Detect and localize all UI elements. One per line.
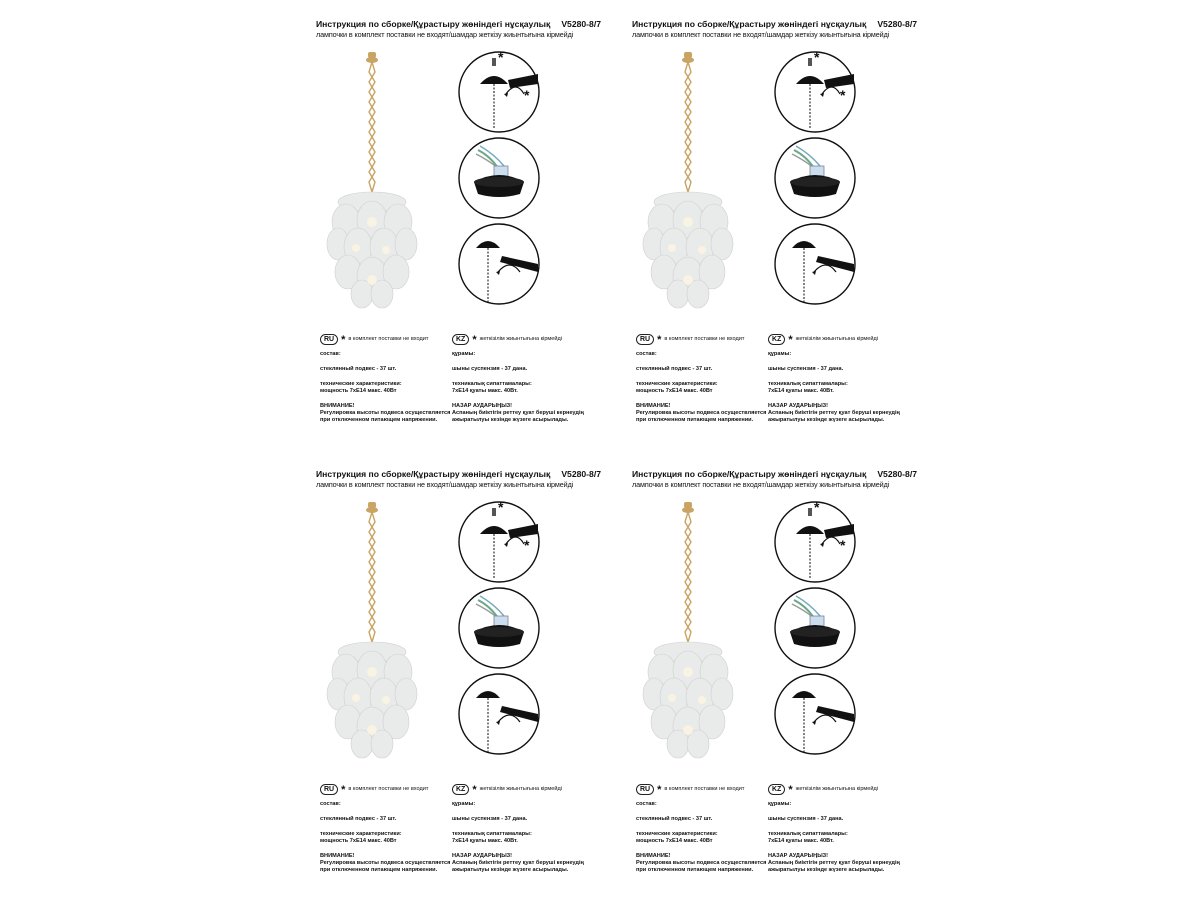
ru-badge: RU	[320, 334, 338, 345]
chandelier-illustration	[326, 52, 418, 312]
step-3-height-adjust	[459, 224, 539, 304]
step-marker: *	[524, 87, 530, 103]
ru-specs-label: технические характеристики:	[636, 380, 718, 387]
instruction-sheet	[298, 462, 601, 892]
kz-composition-label: құрамы:	[452, 801, 476, 807]
sheet-header	[632, 19, 917, 39]
kz-composition-value: шыны суспензия - 37 дана.	[452, 365, 528, 372]
step-marker: *	[814, 50, 820, 65]
step-marker: *	[498, 50, 504, 65]
step-1-ceiling-mount	[775, 500, 855, 582]
sheet-header	[632, 469, 917, 489]
kz-warning-line2: ажыратылуы кезінде жүзеге асырылады.	[452, 416, 569, 423]
kz-specs-value: 7хE14 қуаты макс. 40Вт.	[452, 387, 518, 394]
asterisk-icon: *	[788, 333, 793, 346]
step-marker: *	[840, 87, 846, 103]
kz-composition-label: құрамы:	[768, 351, 792, 357]
sheet-title-row	[316, 469, 601, 479]
ru-specs-value: мощность 7хE14 макс. 40Вт	[320, 387, 397, 394]
kz-warning-line1: Аспаның биіктігін реттеу қуат беруші кернеудің	[452, 859, 584, 866]
legend-ru-header	[636, 784, 776, 795]
kz-warning-line2: ажыратылуы кезінде жүзеге асырылады.	[768, 866, 885, 873]
model-number: V5280-8/7	[877, 469, 917, 479]
kz-badge: KZ	[768, 334, 785, 345]
ru-composition-value: стеклянный подвес - 37 шт.	[320, 815, 397, 822]
legend-ru-header	[636, 334, 776, 345]
ru-star-note: в комплект поставки не входит	[664, 336, 745, 342]
ru-badge: RU	[636, 784, 654, 795]
assembly-steps	[774, 500, 856, 760]
kz-star-note: жеткізілім жиынтығына кірмейді	[795, 786, 879, 792]
ru-star-note: в комплект поставки не входит	[348, 786, 429, 792]
step-2-wiring	[775, 138, 855, 218]
ru-warning-line1: Регулировка высоты подвеса осуществляется	[636, 409, 767, 416]
asterisk-icon: *	[472, 783, 477, 796]
kz-warning-label: НАЗАР АУДАРЫҢЫЗ!	[768, 402, 829, 409]
kz-star-note: жеткізілім жиынтығына кірмейді	[795, 336, 879, 342]
kz-badge: KZ	[768, 784, 785, 795]
step-2-wiring	[459, 588, 539, 668]
kz-specs-value: 7хE14 қуаты макс. 40Вт.	[768, 387, 834, 394]
kz-specs-value: 7хE14 қуаты макс. 40Вт.	[452, 837, 518, 844]
ru-warning-label: ВНИМАНИЕ!	[320, 402, 355, 409]
asterisk-icon: *	[657, 783, 662, 796]
ru-specs-value: мощность 7хE14 макс. 40Вт	[320, 837, 397, 844]
legend-kz	[452, 334, 612, 424]
kz-star-note: жеткізілім жиынтығына кірмейді	[479, 336, 563, 342]
ru-composition-label: состав:	[636, 351, 657, 357]
ru-star-note: в комплект поставки не входит	[664, 786, 745, 792]
sheet-title: Инструкция по сборке/Құрастыру жөніндегі нұсқаулық	[632, 19, 867, 29]
legend-ru-header	[320, 334, 460, 345]
sheet-subtitle: лампочки в комплект поставки не входят/шамдар жеткізу жиынтығына кірмейді	[632, 480, 890, 489]
ru-star-note: в комплект поставки не входит	[348, 336, 429, 342]
kz-specs-label: техникалық сипаттамалары:	[768, 830, 848, 837]
kz-specs-value: 7хE14 қуаты макс. 40Вт.	[768, 837, 834, 844]
model-number: V5280-8/7	[561, 469, 601, 479]
kz-specs-label: техникалық сипаттамалары:	[452, 830, 532, 837]
legend-kz-header	[768, 784, 928, 795]
asterisk-icon: *	[657, 333, 662, 346]
instruction-sheet	[298, 12, 601, 442]
legend-kz	[452, 784, 612, 874]
step-2-wiring	[459, 138, 539, 218]
kz-badge: KZ	[452, 784, 469, 795]
step-1-ceiling-mount	[459, 50, 539, 132]
kz-warning-line1: Аспаның биіктігін реттеу қуат беруші кернеудің	[768, 859, 900, 866]
ru-specs-label: технические характеристики:	[320, 380, 402, 387]
sheet-title-row	[632, 469, 917, 479]
ru-composition-value: стеклянный подвес - 37 шт.	[320, 365, 397, 372]
step-marker: *	[814, 500, 820, 515]
ru-warning-line1: Регулировка высоты подвеса осуществляется	[320, 859, 451, 866]
ru-warning-label: ВНИМАНИЕ!	[636, 402, 671, 409]
step-marker: *	[524, 537, 530, 553]
step-3-height-adjust	[775, 674, 855, 754]
instruction-sheet	[614, 462, 917, 892]
asterisk-icon: *	[788, 783, 793, 796]
legend-ru	[636, 334, 776, 424]
legend-kz	[768, 784, 928, 874]
model-number: V5280-8/7	[561, 19, 601, 29]
legend-kz-header	[452, 784, 612, 795]
sheet-subtitle: лампочки в комплект поставки не входят/шамдар жеткізу жиынтығына кірмейді	[316, 480, 574, 489]
legend-ru-header	[320, 784, 460, 795]
legend-kz-header	[452, 334, 612, 345]
asterisk-icon: *	[472, 333, 477, 346]
kz-warning-label: НАЗАР АУДАРЫҢЫЗ!	[452, 852, 513, 859]
assembly-steps	[774, 50, 856, 310]
chandelier-illustration	[642, 502, 734, 762]
ru-composition-value: стеклянный подвес - 37 шт.	[636, 365, 713, 372]
sheet-title-row	[632, 19, 917, 29]
kz-star-note: жеткізілім жиынтығына кірмейді	[479, 786, 563, 792]
sheet-subtitle: лампочки в комплект поставки не входят/шамдар жеткізу жиынтығына кірмейді	[632, 30, 890, 39]
step-3-height-adjust	[775, 224, 855, 304]
kz-composition-value: шыны суспензия - 37 дана.	[768, 815, 844, 822]
sheet-title: Инструкция по сборке/Құрастыру жөніндегі нұсқаулық	[316, 469, 551, 479]
kz-composition-label: құрамы:	[452, 351, 476, 357]
legend-ru	[636, 784, 776, 874]
ru-warning-line1: Регулировка высоты подвеса осуществляется	[636, 859, 767, 866]
asterisk-icon: *	[341, 783, 346, 796]
ru-composition-label: состав:	[320, 351, 341, 357]
kz-specs-label: техникалық сипаттамалары:	[768, 380, 848, 387]
ru-composition-label: состав:	[636, 801, 657, 807]
step-1-ceiling-mount	[775, 50, 855, 132]
sheet-title: Инструкция по сборке/Құрастыру жөніндегі нұсқаулық	[316, 19, 551, 29]
asterisk-icon: *	[341, 333, 346, 346]
sheet-subtitle: лампочки в комплект поставки не входят/шамдар жеткізу жиынтығына кірмейді	[316, 30, 574, 39]
sheet-title: Инструкция по сборке/Құрастыру жөніндегі нұсқаулық	[632, 469, 867, 479]
kz-composition-label: құрамы:	[768, 801, 792, 807]
ru-warning-line2: при отключенном питающем напряжении.	[636, 416, 754, 423]
kz-warning-line2: ажыратылуы кезінде жүзеге асырылады.	[768, 416, 885, 423]
kz-specs-label: техникалық сипаттамалары:	[452, 380, 532, 387]
ru-specs-value: мощность 7хE14 макс. 40Вт	[636, 387, 713, 394]
ru-composition-value: стеклянный подвес - 37 шт.	[636, 815, 713, 822]
sheet-header	[316, 469, 601, 489]
kz-warning-line2: ажыратылуы кезінде жүзеге асырылады.	[452, 866, 569, 873]
legend-kz	[768, 334, 928, 424]
ru-specs-value: мощность 7хE14 макс. 40Вт	[636, 837, 713, 844]
instruction-sheet	[614, 12, 917, 442]
sheet-title-row	[316, 19, 601, 29]
step-3-height-adjust	[459, 674, 539, 754]
step-2-wiring	[775, 588, 855, 668]
step-1-ceiling-mount	[459, 500, 539, 582]
ru-warning-line2: при отключенном питающем напряжении.	[320, 866, 438, 873]
kz-warning-line1: Аспаның биіктігін реттеу қуат беруші кернеудің	[768, 409, 900, 416]
assembly-steps	[458, 50, 540, 310]
assembly-steps	[458, 500, 540, 760]
kz-warning-label: НАЗАР АУДАРЫҢЫЗ!	[452, 402, 513, 409]
step-marker: *	[498, 500, 504, 515]
kz-composition-value: шыны суспензия - 37 дана.	[452, 815, 528, 822]
kz-composition-value: шыны суспензия - 37 дана.	[768, 365, 844, 372]
kz-warning-line1: Аспаның биіктігін реттеу қуат беруші кернеудің	[452, 409, 584, 416]
legend-ru	[320, 784, 460, 874]
ru-warning-label: ВНИМАНИЕ!	[636, 852, 671, 859]
chandelier-illustration	[642, 52, 734, 312]
model-number: V5280-8/7	[877, 19, 917, 29]
ru-specs-label: технические характеристики:	[636, 830, 718, 837]
sheet-header	[316, 19, 601, 39]
ru-specs-label: технические характеристики:	[320, 830, 402, 837]
legend-kz-header	[768, 334, 928, 345]
ru-badge: RU	[636, 334, 654, 345]
ru-warning-line1: Регулировка высоты подвеса осуществляется	[320, 409, 451, 416]
kz-warning-label: НАЗАР АУДАРЫҢЫЗ!	[768, 852, 829, 859]
ru-warning-line2: при отключенном питающем напряжении.	[636, 866, 754, 873]
ru-warning-line2: при отключенном питающем напряжении.	[320, 416, 438, 423]
step-marker: *	[840, 537, 846, 553]
chandelier-illustration	[326, 502, 418, 762]
kz-badge: KZ	[452, 334, 469, 345]
ru-composition-label: состав:	[320, 801, 341, 807]
legend-ru	[320, 334, 460, 424]
ru-warning-label: ВНИМАНИЕ!	[320, 852, 355, 859]
ru-badge: RU	[320, 784, 338, 795]
